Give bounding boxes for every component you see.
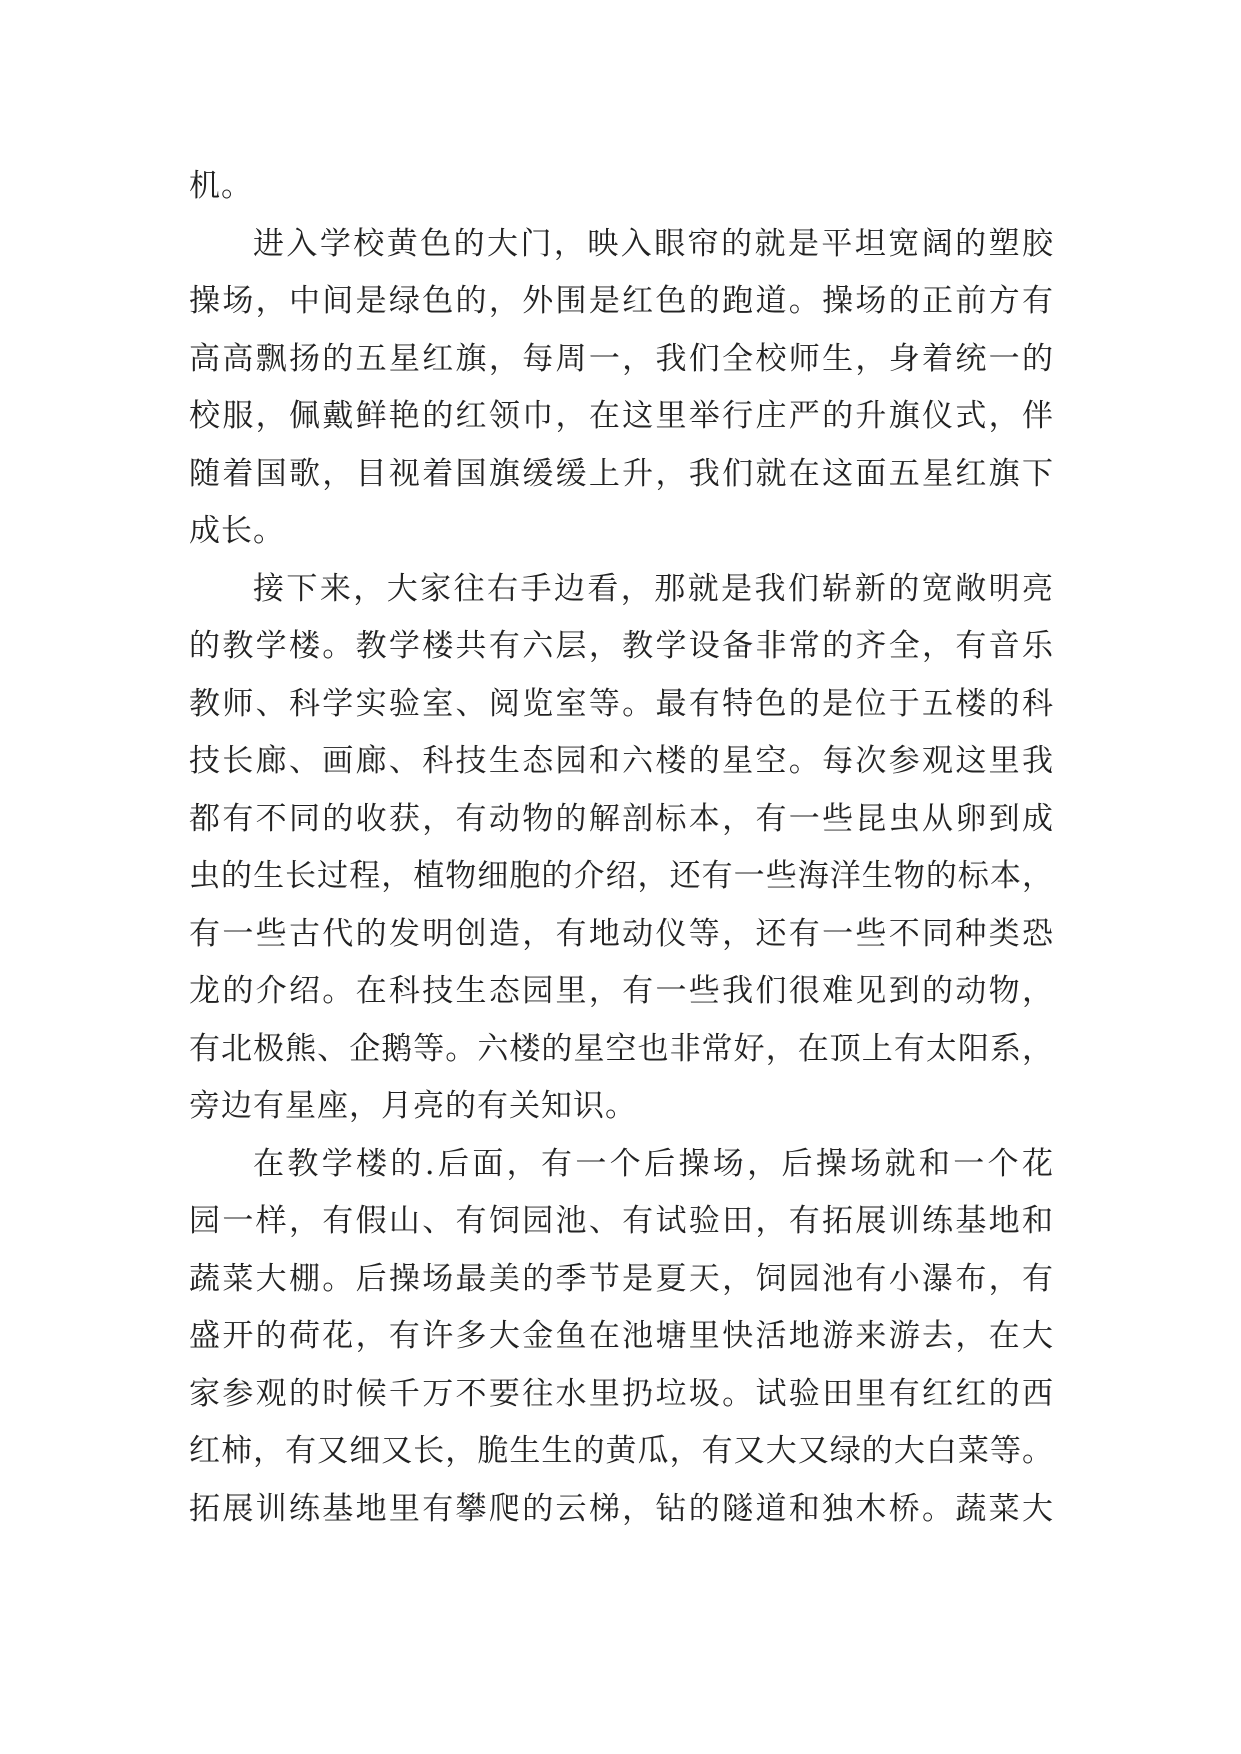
text-line: 有一些古代的发明创造，有地动仪等，还有一些不同种类恐 xyxy=(189,915,1054,952)
text-line: 家参观的时候千万不要往水里扔垃圾。试验田里有红红的西 xyxy=(189,1375,1054,1412)
text-line: 有北极熊、企鹅等。六楼的星空也非常好，在顶上有太阳系， xyxy=(189,1030,1054,1067)
paragraph-first-line: 进入学校黄色的大门，映入眼帘的就是平坦宽阔的塑胶 xyxy=(253,225,1054,262)
text-line: 龙的介绍。在科技生态园里，有一些我们很难见到的动物， xyxy=(189,973,1054,1009)
text-line: 校服，佩戴鲜艳的红领巾，在这里举行庄严的升旗仪式，伴 xyxy=(189,398,1054,434)
text-line: 教师、科学实验室、阅览室等。最有特色的是位于五楼的科 xyxy=(189,685,1054,722)
text-line: 都有不同的收获，有动物的解剖标本，有一些昆虫从卵到成 xyxy=(189,800,1054,837)
text-line: 旁边有星座，月亮的有关知识。 xyxy=(189,1088,637,1124)
paragraph-first-line: 接下来，大家往右手边看，那就是我们崭新的宽敞明亮 xyxy=(253,570,1054,607)
text-line: 随着国歌，目视着国旗缓缓上升，我们就在这面五星红旗下 xyxy=(189,455,1054,492)
text-line: 拓展训练基地里有攀爬的云梯，钻的隧道和独木桥。蔬菜大 xyxy=(189,1490,1054,1527)
text-line: 成长。 xyxy=(189,513,285,549)
paragraph-first-line: 在教学楼的.后面，有一个后操场，后操场就和一个花 xyxy=(253,1145,1054,1182)
text-line: 虫的生长过程，植物细胞的介绍，还有一些海洋生物的标本， xyxy=(189,858,1054,894)
text-line: 操场，中间是绿色的，外围是红色的跑道。操场的正前方有 xyxy=(189,283,1054,319)
text-line: 的教学楼。教学楼共有六层，教学设备非常的齐全，有音乐 xyxy=(189,628,1054,664)
text-line: 园一样，有假山、有饲园池、有试验田，有拓展训练基地和 xyxy=(189,1203,1054,1239)
text-line: 盛开的荷花，有许多大金鱼在池塘里快活地游来游去，在大 xyxy=(189,1318,1054,1354)
text-line: 红柿，有又细又长，脆生生的黄瓜，有又大又绿的大白菜等。 xyxy=(189,1433,1054,1469)
text-line: 高高飘扬的五星红旗，每周一，我们全校师生，身着统一的 xyxy=(189,340,1054,377)
document-body xyxy=(189,158,1054,1538)
text-line: 机。 xyxy=(189,168,253,204)
text-line: 蔬菜大棚。后操场最美的季节是夏天，饲园池有小瀑布，有 xyxy=(189,1260,1054,1297)
text-line: 技长廊、画廊、科技生态园和六楼的星空。每次参观这里我 xyxy=(189,743,1054,779)
